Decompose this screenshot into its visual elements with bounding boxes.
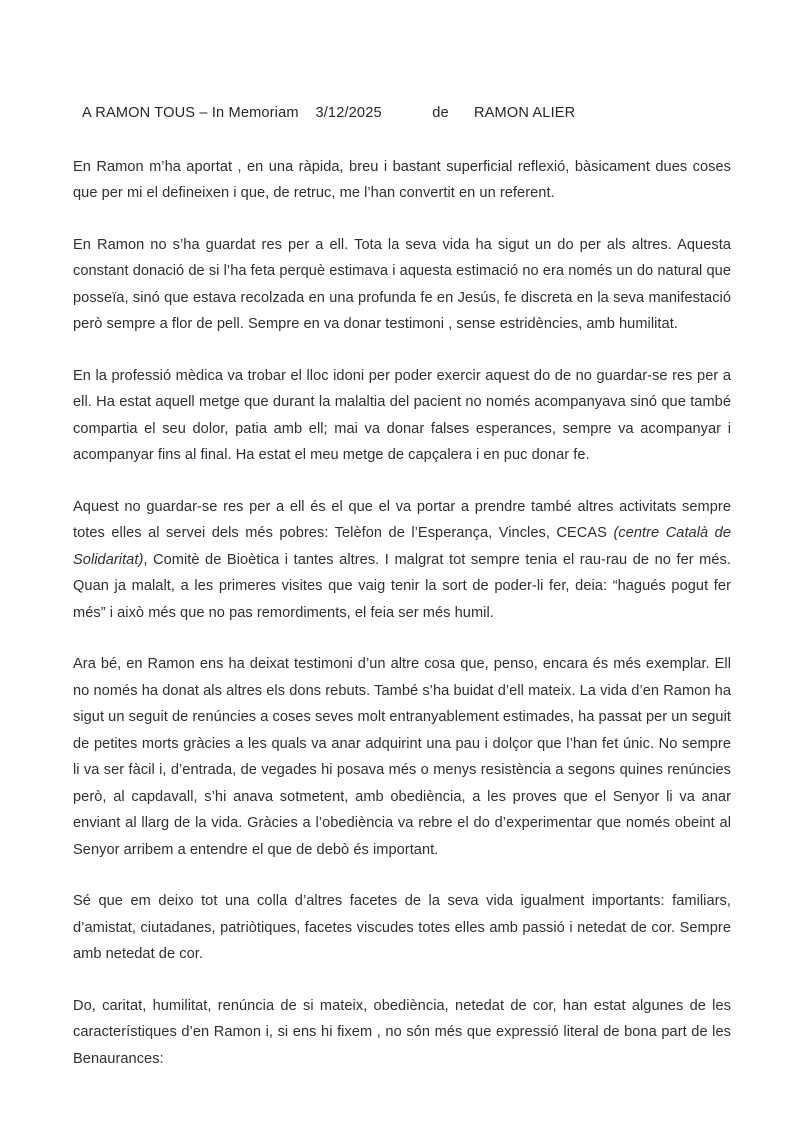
paragraph-2-text: En Ramon no s’ha guardat res per a ell. Tota la seva vida ha sigut un do per als altres. Aquesta constant donació de si l’ha feta perquè estimava i aquesta estimació no era només un do natural que posseïa, sinó que estava recolzada en una profunda fe en Jesús, fe discreta en la seva manifestació però sempre a flor de pell. Sempre en va donar testimoni , sense estridències, amb humilitat.	[73, 236, 731, 333]
paragraph-4-text-before-italic: Aquest no guardar-se res per a ell és el que el va portar a prendre també altres activitats sempre totes elles al servei dels més pobres: Telèfon de l’Esperança, Vincles, CECAS	[73, 498, 731, 542]
paragraph-2	[73, 232, 731, 338]
document-body	[73, 104, 731, 1072]
paragraph-6-text: Sé que em deixo tot una colla d’altres facetes de la seva vida igualment importants: familiars, d’amistat, ciutadanes, patriòtiques, facetes viscudes totes elles amb passió i netedat de cor. Sempre amb netedat de cor.	[73, 893, 731, 963]
paragraph-4	[73, 494, 731, 627]
paragraph-5	[73, 651, 731, 863]
paragraph-7	[73, 993, 731, 1073]
paragraph-6	[73, 888, 731, 968]
paragraph-3-text: En la professió mèdica va trobar el lloc idoni per poder exercir aquest do de no guardar-se res per a ell. Ha estat aquell metge que durant la malaltia del pacient no només acompanyava sinó que també compartia el seu dolor, patia amb ell; mai va donar falses esperances, sempre va acompanyar i acompanyar fins al final. Ha estat el meu metge de capçalera i en puc donar fe.	[73, 367, 731, 464]
paragraph-4-italic-phrase: (centre Català de Solidaritat)	[73, 525, 731, 568]
paragraph-3	[73, 363, 731, 469]
document-title-line: A RAMON TOUS – In Memoriam 3/12/2025 de RAMON ALIER	[82, 105, 576, 121]
paragraph-1	[73, 154, 731, 207]
paragraph-4-text-after-italic: , Comitè de Bioètica i tantes altres. I malgrat tot sempre tenia el rau-rau de no fer més. Quan ja malalt, a les primeres visites que vaig tenir la sort de poder-li fer, deia: “hagués pogut fer més” i això més que no pas remordiments, el feia ser més humil.	[73, 551, 731, 621]
paragraph-1-text: En Ramon m’ha aportat , en una ràpida, breu i bastant superficial reflexió, bàsicament dues coses que per mi el defineixen i que, de retruc, me l’han convertit en un referent.	[73, 158, 731, 202]
paragraph-5-text: Ara bé, en Ramon ens ha deixat testimoni d’un altre cosa que, penso, encara és més exemplar. Ell no només ha donat als altres els dons rebuts. També s’ha buidat d’ell mateix. La vida d’en Ramon ha sigut un seguit de renúncies a coses seves molt entranyablement estimades, ha passat per un seguit de petites morts gràcies a les quals va anar adquirint una pau i dolçor que l’han fet únic. No sempre li va ser fàcil i, d’entrada, de vegades hi posava més o menys resistència a segons quines renúncies però, al capdavall, s’hi anava sotmetent, amb obediència, a les proves que el Senyor li va anar enviant al llarg de la vida. Gràcies a l’obediència va rebre el do d’experimentar que només obeint al Senyor arribem a entendre el que de debò és important.	[73, 656, 731, 858]
paragraph-7-text: Do, caritat, humilitat, renúncia de si mateix, obediència, netedat de cor, han estat algunes de les característiques d’en Ramon i, si ens hi fixem , no són més que expressió literal de bona part de les Benaurances:	[73, 997, 731, 1067]
